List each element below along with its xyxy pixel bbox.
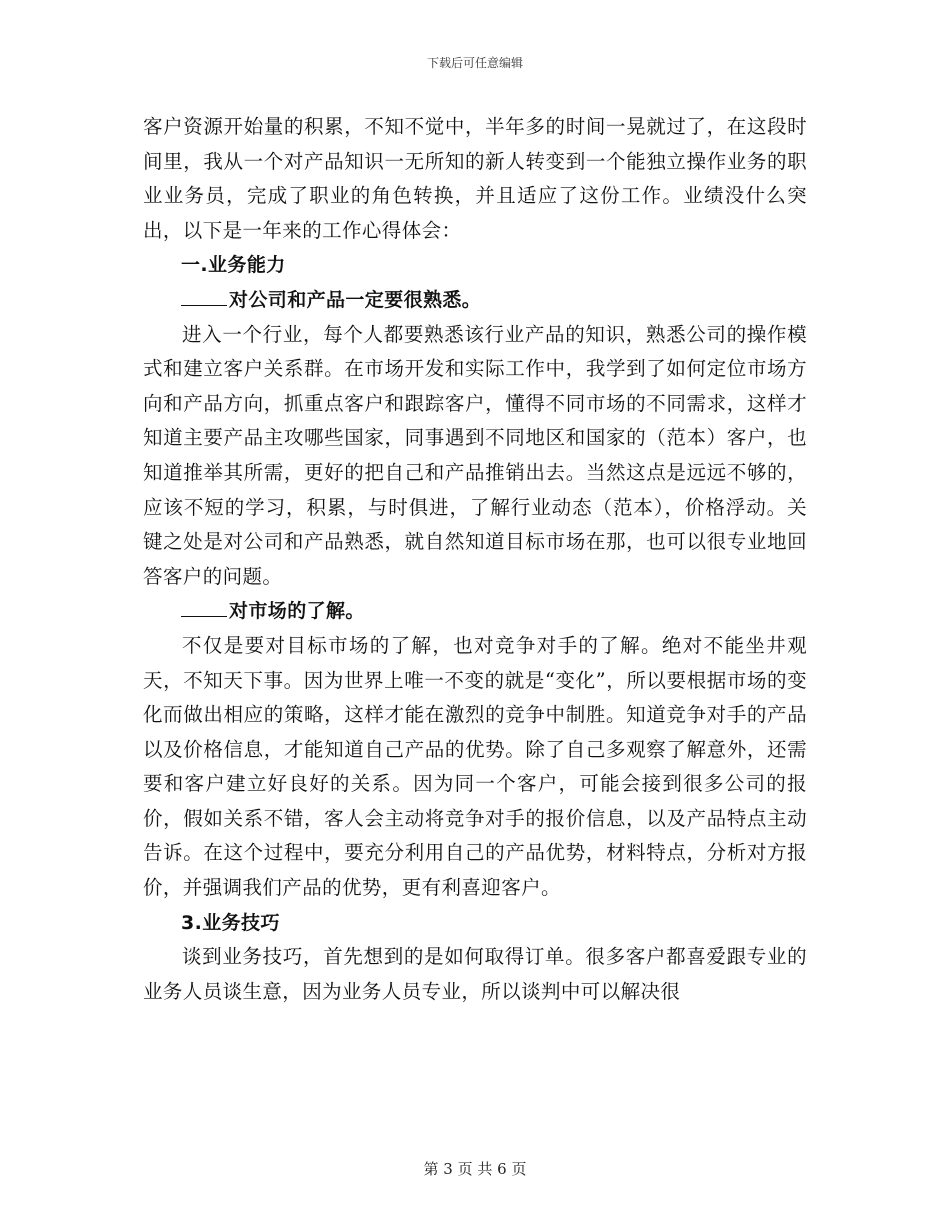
page-header: 下载后可任意编辑: [426, 56, 523, 70]
section-heading-business-ability: [143, 248, 807, 283]
paragraph-company-product: 进入一个行业，每个人都要熟悉该行业产品的知识，熟悉公司的操作模式和建立客户关系群。在市场开发和实际工作中，我学到了如何定位市场方向和产品方向，抓重点客户和跟踪客户，懂得不同市场的不同需求，这样才知道主要产品主攻哪些国家，同事遇到不同地区和国家的（范本）客户，也知道推举其所需，更好的把自己和产品推销出去。当然这点是远远不够的，应该不短的学习，积累，与时俱进，了解行业动态（范本），价格浮动。关键之处是对公司和产品熟悉，就自然知道目标市场在那，也可以很专业地回答客户的问题。: [143, 322, 807, 588]
paragraph-business-skills: 谈到业务技巧，首先想到的是如何取得订单。很多客户都喜爱跟专业的业务人员谈生意，因为业务人员专业，所以谈判中可以解决很: [143, 945, 807, 1003]
blank-underline: [181, 287, 227, 306]
heading-text: 一.业务能力: [181, 254, 286, 277]
blank-underline: [181, 598, 227, 617]
subheading-company-product: [143, 283, 807, 318]
section-heading-business-skills: [143, 906, 807, 941]
document-body: [143, 110, 807, 1009]
heading-text: 对市场的了解。: [229, 600, 365, 623]
heading-text: 对公司和产品一定要很熟悉。: [229, 288, 482, 311]
paragraph-market: 不仅是要对目标市场的了解，也对竞争对手的了解。绝对不能坐井观天，不知天下事。因为世界上唯一不变的就是“变化”，所以要根据市场的变化而做出相应的策略，这样才能在激烈的竞争中制胜。知道竞争对手的产品以及价格信息，才能知道自己产品的优势。除了自己多观察了解意外，还需要和客户建立好良好的关系。因为同一个客户，可能会接到很多公司的报价，假如关系不错，客人会主动将竞争对手的报价信息，以及产品特点主动告诉。在这个过程中，要充分利用自己的产品优势，材料特点，分析对方报价，并强调我们产品的优势，更有利喜迎客户。: [143, 633, 807, 900]
subheading-market: [143, 594, 807, 629]
heading-text: 3.业务技巧: [181, 911, 280, 934]
paragraph-intro: 客户资源开始量的积累，不知不觉中，半年多的时间一晃就过了，在这段时间里，我从一个对产品知识一无所知的新人转变到一个能独立操作业务的职业业务员，完成了职业的角色转换，并且适应了这份工作。业绩没什么突出，以下是一年来的工作心得体会：: [143, 115, 807, 242]
page-footer: 第 3 页 共 6 页: [423, 1160, 527, 1178]
